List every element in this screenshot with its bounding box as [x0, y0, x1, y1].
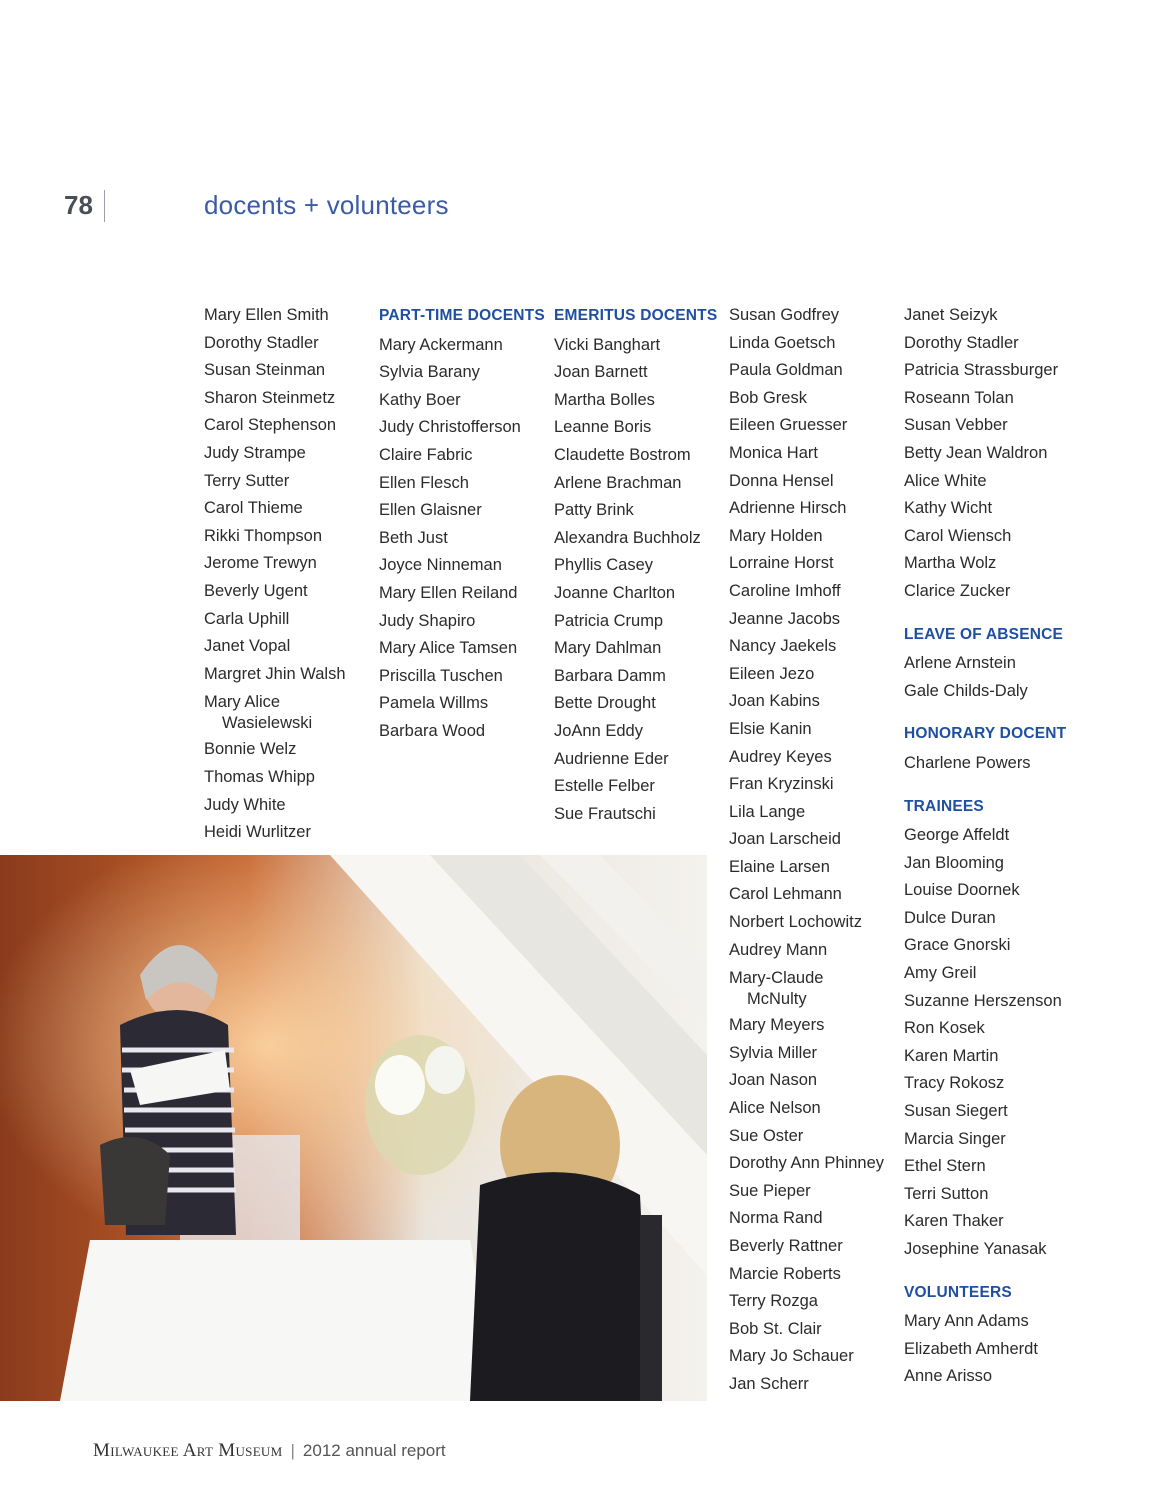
name-entry: Vicki Banghart — [554, 335, 661, 354]
name-entry: Mary Ellen Smith — [204, 306, 329, 324]
name-entry: Pamela Willms — [379, 694, 489, 713]
honorary-docent-heading: HONORARY DOCENT — [904, 725, 1067, 743]
name-entry: Leanne Boris — [554, 418, 652, 437]
emeritus-docents-list-cont-2 — [729, 1012, 901, 1398]
name-entry: Claudette Bostrom — [554, 445, 691, 464]
name-entry: Monica Hart — [729, 443, 818, 462]
name-entry: Mary Alice Tamsen — [379, 639, 518, 658]
name-entry: Mary Meyers — [729, 1016, 825, 1035]
name-entry: Dorothy Ann Phinney — [729, 1154, 885, 1173]
name-entry: Susan Siegert — [904, 1102, 1008, 1121]
name-entry: Beverly Ugent — [204, 581, 308, 600]
name-entry: George Affeldt — [904, 826, 1010, 845]
name-entry: Paula Goldman — [729, 361, 843, 380]
name-entry: Martha Bolles — [554, 390, 655, 409]
name-entry: Beverly Rattner — [729, 1237, 843, 1255]
name-entry: Patricia Strassburger — [904, 361, 1059, 380]
trainees-heading: TRAINEES — [904, 797, 984, 815]
photo-docent-signin — [0, 855, 707, 1401]
name-entry: Arlene Arnstein — [904, 654, 1016, 673]
name-entry: Fran Kryzinski — [729, 775, 834, 794]
name-entry: Jeanne Jacobs — [729, 609, 840, 628]
name-entry: Sue Pieper — [729, 1181, 811, 1200]
report-title: 2012 annual report — [302, 1441, 446, 1460]
name-entry: Judy Christofferson — [379, 418, 521, 437]
name-entry: Marcia Singer — [904, 1129, 1006, 1148]
name-entry: Bob Gresk — [729, 388, 807, 407]
name-entry: Roseann Tolan — [904, 388, 1014, 407]
name-entry: Carla Uphill — [204, 609, 290, 628]
name-entry: Alice White — [904, 471, 987, 490]
name-entry: Sue Oster — [729, 1126, 804, 1145]
name-entry: Audrey Keyes — [729, 747, 832, 766]
name-entry: Kathy Boer — [379, 390, 461, 409]
name-continuation: Wasielewski — [222, 713, 313, 732]
name-entry: Barbara Wood — [379, 721, 486, 740]
name-entry: Ellen Glaisner — [379, 501, 482, 520]
honorary-docent-list — [904, 750, 1076, 778]
name-entry: Tracy Rokosz — [904, 1074, 1005, 1093]
name-entry: Joan Larscheid — [729, 830, 841, 849]
volunteers-list — [904, 1308, 1076, 1391]
name-entry: Bonnie Welz — [204, 740, 297, 759]
name-entry: Norma Rand — [729, 1209, 823, 1228]
name-entry: Alexandra Buchholz — [554, 528, 701, 547]
emeritus-docents-heading: EMERITUS DOCENTS — [554, 307, 718, 324]
name-entry: Joan Nason — [729, 1071, 818, 1090]
name-entry: Joyce Ninneman — [379, 556, 502, 575]
name-entry: Norbert Lochowitz — [729, 913, 862, 932]
name-entry: Susan Godfrey — [729, 306, 840, 324]
name-entry: Sharon Steinmetz — [204, 388, 336, 407]
name-entry: Margret Jhin Walsh — [204, 664, 346, 683]
name-entry: Eileen Gruesser — [729, 416, 848, 435]
name-entry: Janet Seizyk — [904, 306, 998, 324]
name-entry: Karen Martin — [904, 1046, 999, 1065]
name-entry: Susan Steinman — [204, 361, 326, 380]
name-entry: Linda Goetsch — [729, 333, 836, 352]
name-entry: Barbara Damm — [554, 666, 666, 685]
name-entry: Nancy Jaekels — [729, 637, 837, 656]
name-entry: Dorothy Stadler — [204, 333, 319, 352]
emeritus-docents-list — [554, 332, 726, 829]
name-entry: Betty Jean Waldron — [904, 443, 1048, 462]
name-entry: Terry Rozga — [729, 1292, 818, 1311]
name-entry: Sylvia Barany — [379, 363, 480, 382]
photo-illustration — [0, 855, 707, 1401]
docent-list-1-cont — [204, 736, 376, 846]
name-entry: Anne Arisso — [904, 1367, 993, 1386]
name-entry: Arlene Brachman — [554, 473, 682, 492]
name-entry: Claire Fabric — [379, 445, 473, 464]
column-3 — [554, 302, 726, 828]
name-entry: Marcie Roberts — [729, 1264, 841, 1283]
name-entry: Carol Thieme — [204, 499, 303, 518]
name-entry: Carol Stephenson — [204, 416, 337, 435]
name-entry: Caroline Imhoff — [729, 581, 841, 600]
name-entry: Amy Greil — [904, 964, 977, 983]
name-entry: Bette Drought — [554, 694, 656, 713]
name-entry: Ron Kosek — [904, 1019, 985, 1038]
name-entry: Dorothy Stadler — [904, 333, 1019, 352]
name-entry: Joan Barnett — [554, 363, 648, 382]
name-entry: Susan Vebber — [904, 416, 1008, 435]
name-entry: Jan Blooming — [904, 853, 1004, 872]
footer — [93, 1440, 446, 1462]
name-entry: Suzanne Herszenson — [904, 991, 1062, 1010]
name-entry: Jan Scherr — [729, 1374, 809, 1393]
name-entry: Clarice Zucker — [904, 581, 1011, 600]
column-1 — [204, 302, 376, 847]
name-entry: Audrienne Eder — [554, 749, 669, 768]
name-entry: Alice Nelson — [729, 1099, 821, 1118]
name-entry: Judy Shapiro — [379, 611, 476, 630]
name-entry: Mary Dahlman — [554, 639, 662, 658]
name-entry: Karen Thaker — [904, 1212, 1004, 1231]
name-continuation: McNulty — [747, 989, 807, 1008]
name-entry: Sylvia Miller — [729, 1043, 818, 1062]
name-entry: Elsie Kanin — [729, 719, 812, 738]
leave-of-absence-heading: LEAVE OF ABSENCE — [904, 625, 1064, 643]
name-entry: Elizabeth Amherdt — [904, 1339, 1038, 1358]
docent-list-1 — [204, 302, 376, 688]
column-5 — [904, 302, 1076, 1406]
name-entry: Audrey Mann — [729, 940, 828, 959]
name-entry: Joan Kabins — [729, 692, 820, 711]
name-entry: Estelle Felber — [554, 777, 655, 796]
name-entry: Lorraine Horst — [729, 554, 834, 573]
name-entry: Joanne Charlton — [554, 583, 676, 602]
museum-brand: Milwaukee Art Museum — [93, 1440, 283, 1461]
name-entry: Charlene Powers — [904, 753, 1031, 772]
name-entry: Mary Jo Schauer — [729, 1347, 854, 1366]
name-entry: Louise Doornek — [904, 881, 1020, 900]
name-entry: Patricia Crump — [554, 611, 664, 630]
name-entry: Jerome Trewyn — [204, 554, 317, 573]
name-entry: Donna Hensel — [729, 471, 834, 490]
name-first-line: Mary Alice — [204, 693, 281, 712]
name-entry — [729, 964, 901, 1012]
name-entry: Rikki Thompson — [204, 526, 322, 545]
name-entry: Ethel Stern — [904, 1157, 986, 1176]
part-time-docents-heading: PART-TIME DOCENTS — [379, 307, 545, 324]
name-entry — [204, 688, 376, 736]
name-entry: Adrienne Hirsch — [729, 499, 847, 518]
trainees-list — [904, 822, 1076, 1264]
part-time-docents-list — [379, 332, 551, 746]
name-entry: Josephine Yanasak — [904, 1240, 1047, 1258]
column-4 — [729, 302, 901, 1399]
name-entry: Elaine Larsen — [729, 857, 830, 876]
name-entry: Heidi Wurlitzer — [204, 823, 311, 842]
column-2 — [379, 302, 551, 746]
name-entry: Eileen Jezo — [729, 664, 815, 683]
leave-of-absence-list — [904, 650, 1076, 705]
name-entry: Lila Lange — [729, 802, 806, 821]
page-number: 78 — [64, 190, 93, 220]
name-entry: Janet Vopal — [204, 637, 291, 656]
volunteers-heading: VOLUNTEERS — [904, 1283, 1012, 1301]
name-entry: Ellen Flesch — [379, 473, 469, 492]
name-entry: Terry Sutter — [204, 471, 290, 490]
name-entry: Grace Gnorski — [904, 936, 1011, 955]
name-entry: Carol Lehmann — [729, 885, 842, 904]
name-entry: Judy White — [204, 795, 286, 814]
name-entry: Beth Just — [379, 528, 448, 547]
name-entry: Mary Ackermann — [379, 335, 503, 354]
name-entry: Terri Sutton — [904, 1184, 989, 1203]
name-entry: Phyllis Casey — [554, 556, 654, 575]
name-entry: Sue Frautschi — [554, 804, 656, 823]
emeritus-docents-list-end — [904, 302, 1076, 606]
name-first-line: Mary-Claude — [729, 969, 824, 988]
name-entry: Mary Ellen Reiland — [379, 583, 518, 602]
name-entry: Thomas Whipp — [204, 767, 315, 786]
section-title: docents + volunteers — [204, 190, 449, 220]
name-entry: Dulce Duran — [904, 908, 996, 927]
name-entry: Gale Childs-Daly — [904, 681, 1028, 700]
name-entry: Priscilla Tuschen — [379, 666, 503, 685]
emeritus-docents-list-cont — [729, 302, 901, 964]
header-divider — [104, 190, 105, 222]
name-entry: Kathy Wicht — [904, 499, 993, 518]
name-entry: Mary Ann Adams — [904, 1312, 1029, 1331]
name-entry: Martha Wolz — [904, 554, 997, 573]
name-entry: Judy Strampe — [204, 443, 306, 462]
name-entry: JoAnn Eddy — [554, 721, 643, 740]
name-entry: Mary Holden — [729, 526, 823, 545]
footer-separator: | — [290, 1441, 295, 1460]
name-entry: Carol Wiensch — [904, 526, 1012, 545]
name-entry: Bob St. Clair — [729, 1319, 822, 1338]
name-entry: Patty Brink — [554, 501, 634, 520]
